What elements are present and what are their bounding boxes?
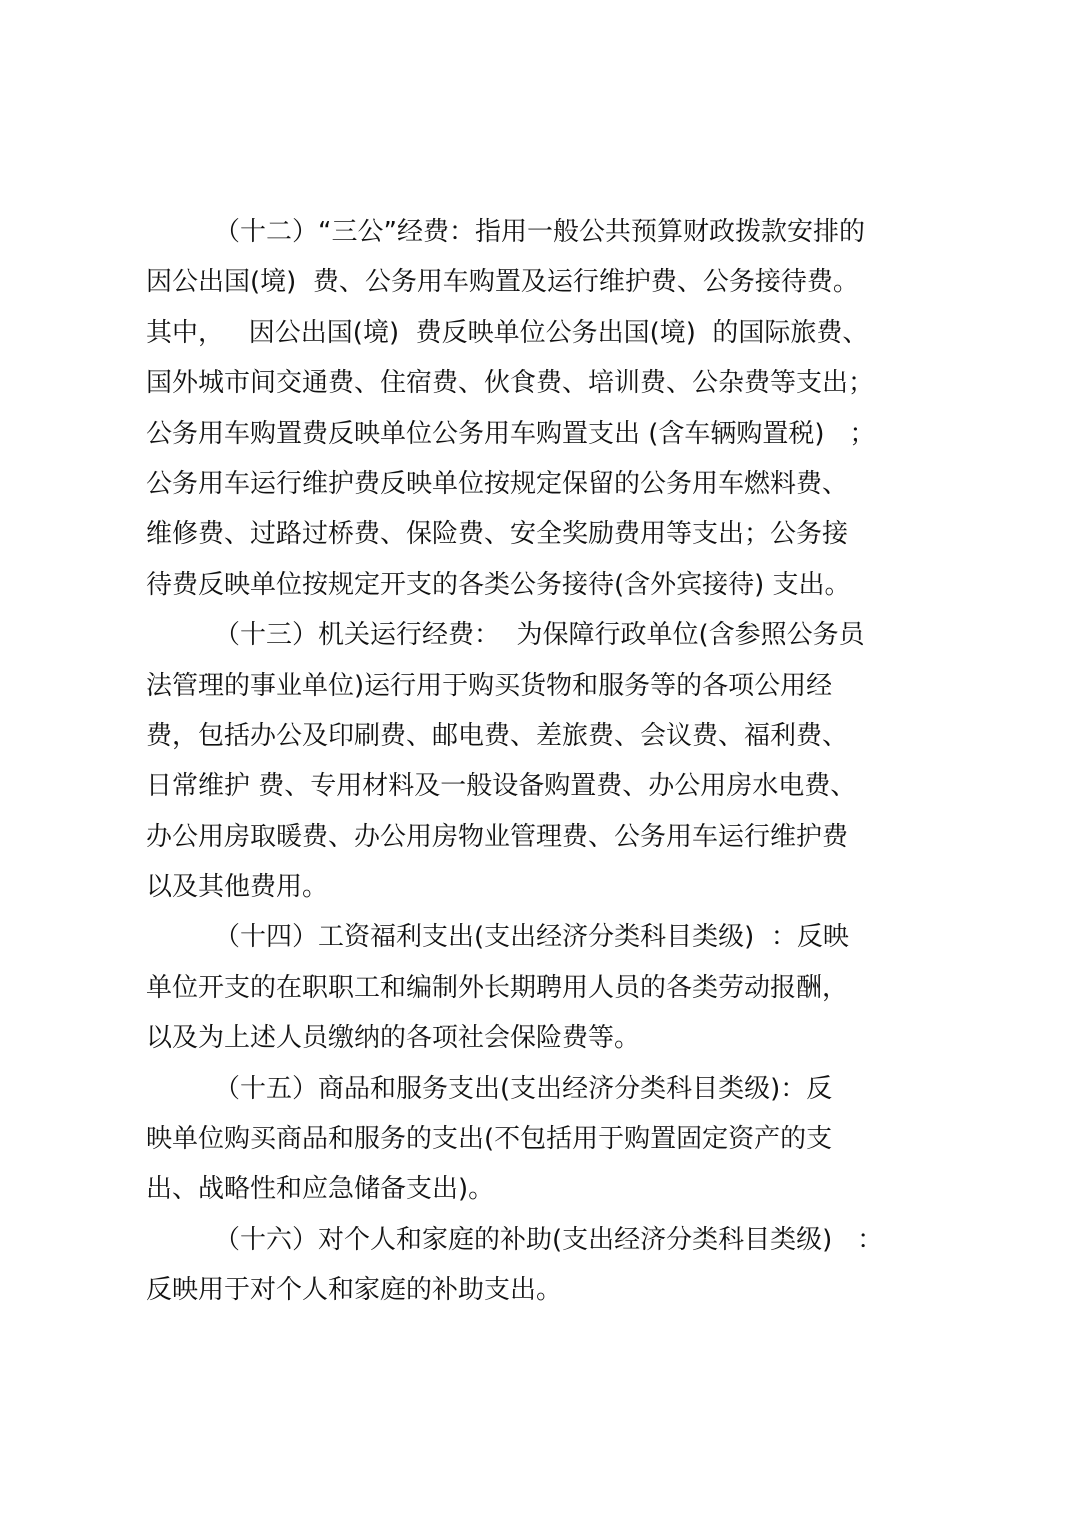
paragraph-12-line-1: （十二）“三公”经费：指用一般公共预算财政拨款安排的 (214, 217, 865, 247)
paragraph-12-line-3: 其中， 因公出国(境) 费反映单位公务出国(境) 的国际旅费、 (146, 317, 869, 348)
paragraph-12-line-5: 公务用车购置费反映单位公务用车购置支出 (含车辆购置税) ； (146, 418, 876, 449)
paragraph-14-line-3: 以及为上述人员缴纳的各项社会保险费等。 (146, 1023, 641, 1054)
paragraph-15-line-1: （十五）商品和服务支出(支出经济分类科目类级)：反 (214, 1073, 833, 1104)
paragraph-12-line-6: 公务用车运行维护费反映单位按规定保留的公务用车燃料费、 (146, 468, 849, 499)
paragraph-15-line-2: 映单位购买商品和服务的支出(不包括用于购置固定资产的支 (146, 1124, 833, 1155)
paragraph-13-line-5: 办公用房取暖费、办公用房物业管理费、公务用车运行维护费 (146, 821, 849, 852)
paragraph-14-line-1: （十四）工资福利支出(支出经济分类科目类级) ：反映 (214, 922, 849, 953)
paragraph-13-line-4: 日常维护 费、专用材料及一般设备购置费、办公用房水电费、 (146, 771, 857, 802)
paragraph-13-line-3: 费，包括办公及印刷费、邮电费、差旅费、会议费、福利费、 (146, 720, 849, 751)
paragraph-13-line-1: （十三）机关运行经费： 为保障行政单位(含参照公务员 (214, 620, 865, 651)
paragraph-12-line-8: 待费反映单位按规定开支的各类公务接待(含外宾接待) 支出。 (146, 569, 851, 600)
paragraph-12-line-4: 国外城市间交通费、住宿费、伙食费、培训费、公杂费等支出； (146, 368, 875, 399)
paragraph-12-line-7: 维修费、过路过桥费、保险费、安全奖励费用等支出；公务接 (146, 519, 849, 550)
paragraph-12-line-2: 因公出国(境) 费、公务用车购置及运行维护费、公务接待费。 (146, 267, 859, 298)
paragraph-16-line-2: 反映用于对个人和家庭的补助支出。 (146, 1275, 563, 1306)
paragraph-13-line-2: 法管理的事业单位)运行用于购买货物和服务等的各项公用经 (146, 670, 833, 701)
document-body (146, 207, 976, 1316)
paragraph-14-line-2: 单位开支的在职职工和编制外长期聘用人员的各类劳动报酬， (146, 972, 849, 1003)
paragraph-16-line-1: （十六）对个人和家庭的补助(支出经济分类科目类级) ： (214, 1224, 884, 1255)
paragraph-13-line-6: 以及其他费用。 (146, 872, 329, 903)
paragraph-15-line-3: 出、战略性和应急储备支出)。 (146, 1174, 495, 1205)
